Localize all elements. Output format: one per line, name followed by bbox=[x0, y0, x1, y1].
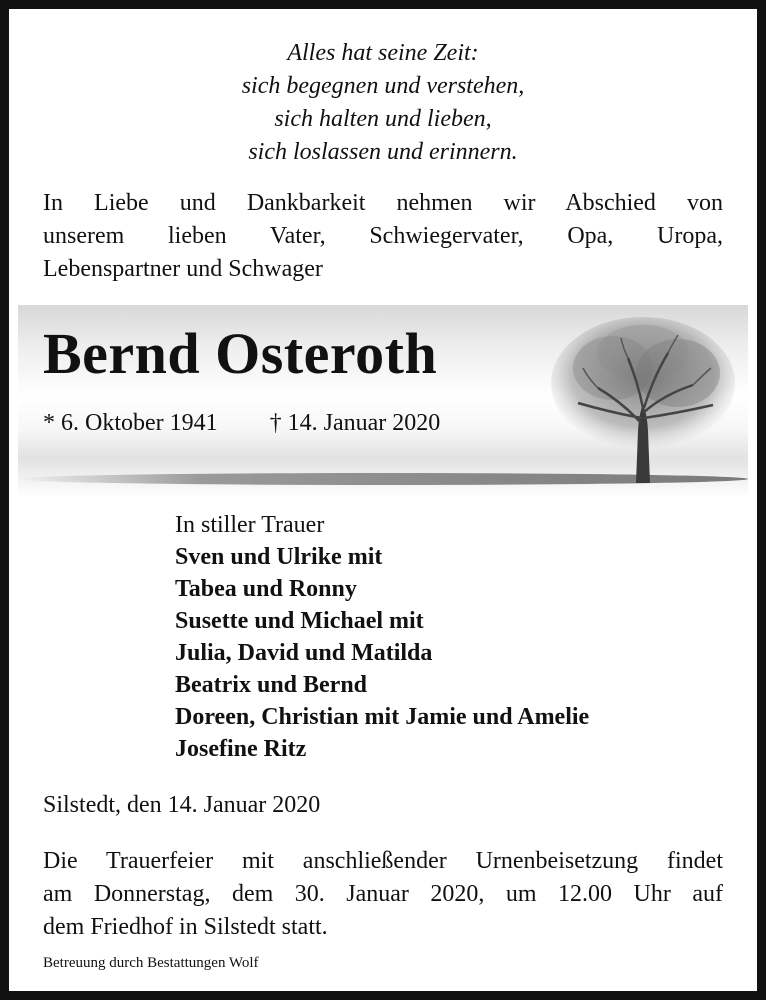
mourner-family: Julia, David und Matilda bbox=[175, 640, 433, 666]
mourner-family: Susette und Michael mit bbox=[175, 608, 424, 634]
service-line: am Donnerstag, dem 30. Januar 2020, um 12.00 Uhr auf bbox=[43, 881, 723, 907]
service-line: dem Friedhof in Silstedt statt. bbox=[43, 914, 328, 940]
mourner-family: Doreen, Christian mit Jamie und Amelie bbox=[175, 704, 590, 730]
mourner-family: Tabea und Ronny bbox=[175, 576, 357, 602]
poem-line: sich halten und lieben, bbox=[274, 106, 492, 132]
intro-text bbox=[43, 187, 723, 286]
funeral-service-info bbox=[43, 845, 723, 944]
service-line: Die Trauerfeier mit anschließender Urnenbeisetzung findet bbox=[43, 848, 723, 874]
deceased-name: Bernd Osteroth bbox=[43, 321, 438, 386]
intro-line: Lebenspartner und Schwager bbox=[43, 256, 323, 282]
intro-line: In Liebe und Dankbarkeit nehmen wir Abschied von bbox=[43, 190, 723, 216]
poem-line: Alles hat seine Zeit: bbox=[287, 40, 479, 66]
poem-line: sich loslassen und erinnern. bbox=[248, 139, 518, 165]
mourner-family: Josefine Ritz bbox=[175, 736, 307, 762]
mourners-heading: In stiller Trauer bbox=[175, 512, 325, 538]
poem-line: sich begegnen und verstehen, bbox=[241, 73, 525, 99]
intro-line: unserem lieben Vater, Schwiegervater, Opa, Uropa, bbox=[43, 223, 723, 249]
undertaker-credit: Betreuung durch Bestattungen Wolf bbox=[43, 955, 259, 971]
tree-icon bbox=[543, 313, 743, 485]
birth-date: * 6. Oktober 1941 bbox=[43, 410, 218, 436]
poem bbox=[9, 37, 757, 169]
life-dates bbox=[43, 407, 440, 439]
place-and-date: Silstedt, den 14. Januar 2020 bbox=[43, 792, 321, 818]
mourner-family: Sven und Ulrike mit bbox=[175, 544, 383, 570]
death-date: † 14. Januar 2020 bbox=[269, 410, 441, 436]
mourners-list bbox=[175, 509, 589, 765]
mourner-family: Beatrix und Bernd bbox=[175, 672, 368, 698]
